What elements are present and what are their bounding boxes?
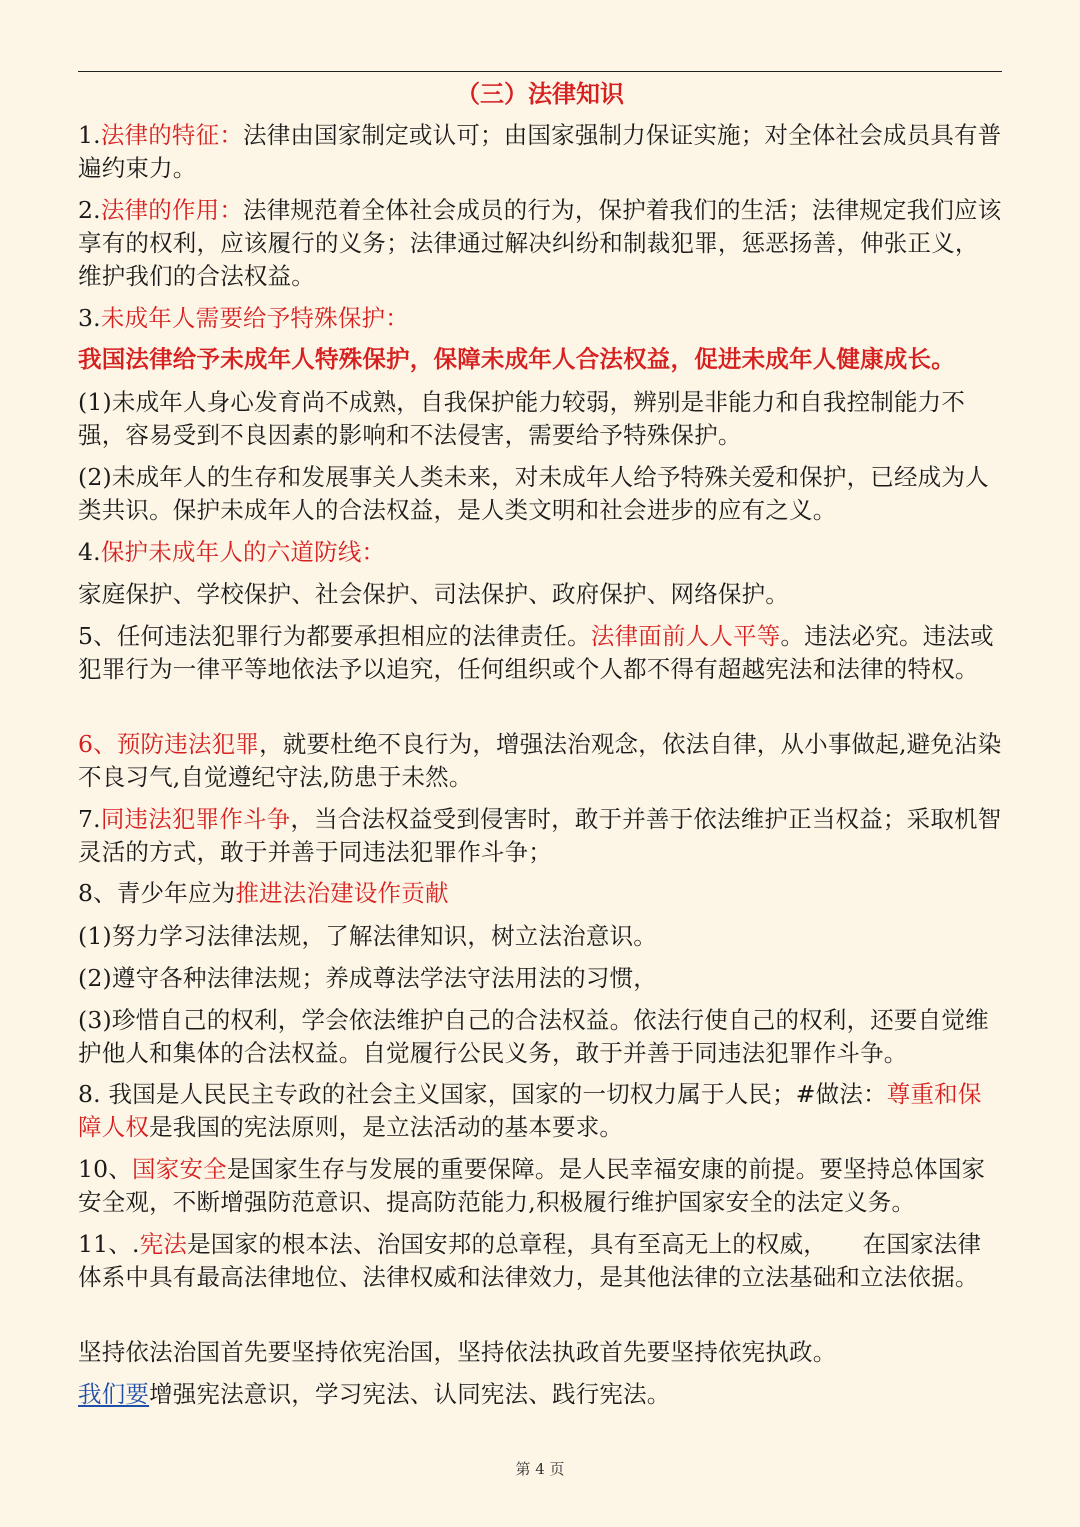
heading-red: 推进法治建设作贡献 bbox=[235, 879, 449, 907]
paragraph-4-text: 家庭保护、学校保护、社会保护、司法保护、政府保护、网络保护。 bbox=[78, 580, 789, 608]
heading-red: 未成年人需要给予特殊保护： bbox=[100, 304, 409, 332]
heading-red: 国家安全 bbox=[132, 1155, 227, 1183]
heading-red: 法律的特征： bbox=[100, 121, 244, 149]
paragraph-3-item-2: (2)未成年人的生存和发展事关人类未来，对未成年人给予特殊关爱和保护，已经成为人类共识。保护未成年人的合法权益，是人类文明和社会进步的应有之义。 bbox=[78, 463, 989, 524]
heading-red: 宪法 bbox=[139, 1230, 188, 1258]
paragraph-3-heading: 3.未成年人需要给予特殊保护： bbox=[78, 304, 409, 332]
paragraph-3-item-1: (1)未成年人身心发育尚不成熟，自我保护能力较弱，辨别是非能力和自我控制能力不强，容易受到不良因素的影响和不法侵害，需要给予特殊保护。 bbox=[78, 388, 966, 449]
paragraph-10: 10、国家安全是国家生存与发展的重要保障。是人民幸福安康的前提。要坚持总体国家安全观，不断增强防范意识、提高防范能力,积极履行维护国家安全的法定义务。 bbox=[78, 1155, 986, 1216]
paragraph-8-item-2: (2)遵守各种法律法规；养成尊法学法守法用法的习惯， bbox=[78, 964, 657, 992]
paragraph-8-item-3: (3)珍惜自己的权利，学会依法维护自己的合法权益。依法行使自己的权利，还要自觉维护他人和集体的合法权益。自觉履行公民义务，敢于并善于同违法犯罪作斗争。 bbox=[78, 1006, 989, 1067]
heading-red: 同违法犯罪作斗争 bbox=[100, 805, 291, 833]
paragraph-6: 6、预防违法犯罪，就要杜绝不良行为，增强法治观念，依法自律，从小事做起,避免沾染不良习气,自觉遵纪守法,防患于未然。 bbox=[78, 730, 1002, 791]
paragraph-2: 2.法律的作用：法律规范着全体社会成员的行为，保护着我们的生活；法律规定我们应该享有的权利，应该履行的义务；法律通过解决纠纷和制裁犯罪，惩恶扬善，伸张正义，维护我们的合法权益。 bbox=[78, 196, 1002, 290]
heading-red: 尊重和保障人权 bbox=[78, 1080, 982, 1141]
link-we-should[interactable]: 我们要 bbox=[78, 1380, 150, 1408]
heading-red: 法律面前人人平等 bbox=[590, 622, 781, 650]
top-rule bbox=[78, 71, 1002, 72]
paragraph-13: 我们要增强宪法意识，学习宪法、认同宪法、践行宪法。 bbox=[78, 1380, 671, 1408]
paragraph-9: 8. 我国是人民民主专政的社会主义国家，国家的一切权力属于人民；#做法：尊重和保障人权是我国的宪法原则，是立法活动的基本要求。 bbox=[78, 1080, 982, 1141]
paragraph-8-heading: 8、青少年应为推进法治建设作贡献 bbox=[78, 879, 449, 907]
paragraph-5: 5、任何违法犯罪行为都要承担相应的法律责任。法律面前人人平等。违法必究。违法或犯罪行为一律平等地依法予以追究，任何组织或个人都不得有超越宪法和法律的特权。 bbox=[78, 622, 994, 683]
paragraph-8-item-1: (1)努力学习法律法规，了解法律知识，树立法治意识。 bbox=[78, 922, 657, 950]
section-title: （三）法律知识 bbox=[456, 79, 624, 108]
paragraph-11: 11、.宪法是国家的根本法、治国安邦的总章程，具有至高无上的权威， 在国家法律体系中具有最高法律地位、法律权威和法律效力，是其他法律的立法基础和立法依据。 bbox=[78, 1230, 982, 1291]
page-number: 第 4 页 bbox=[515, 1460, 565, 1478]
paragraph-12: 坚持依法治国首先要坚持依宪治国，坚持依法执政首先要坚持依宪执政。 bbox=[78, 1338, 837, 1366]
heading-red: 法律的作用： bbox=[100, 196, 244, 224]
heading-red: 6、预防违法犯罪 bbox=[78, 730, 260, 758]
paragraph-4-heading: 4.保护未成年人的六道防线： bbox=[78, 538, 386, 566]
heading-red: 保护未成年人的六道防线： bbox=[100, 538, 386, 566]
paragraph-7: 7.同违法犯罪作斗争，当合法权益受到侵害时，敢于并善于依法维护正当权益；采取机智灵活的方式，敢于并善于同违法犯罪作斗争； bbox=[78, 805, 1002, 866]
paragraph-1: 1.法律的特征：法律由国家制定或认可；由国家强制力保证实施；对全体社会成员具有普遍约束力。 bbox=[78, 121, 1002, 182]
paragraph-3-emphasis: 我国法律给予未成年人特殊保护，保障未成年人合法权益，促进未成年人健康成长。 bbox=[78, 345, 955, 373]
